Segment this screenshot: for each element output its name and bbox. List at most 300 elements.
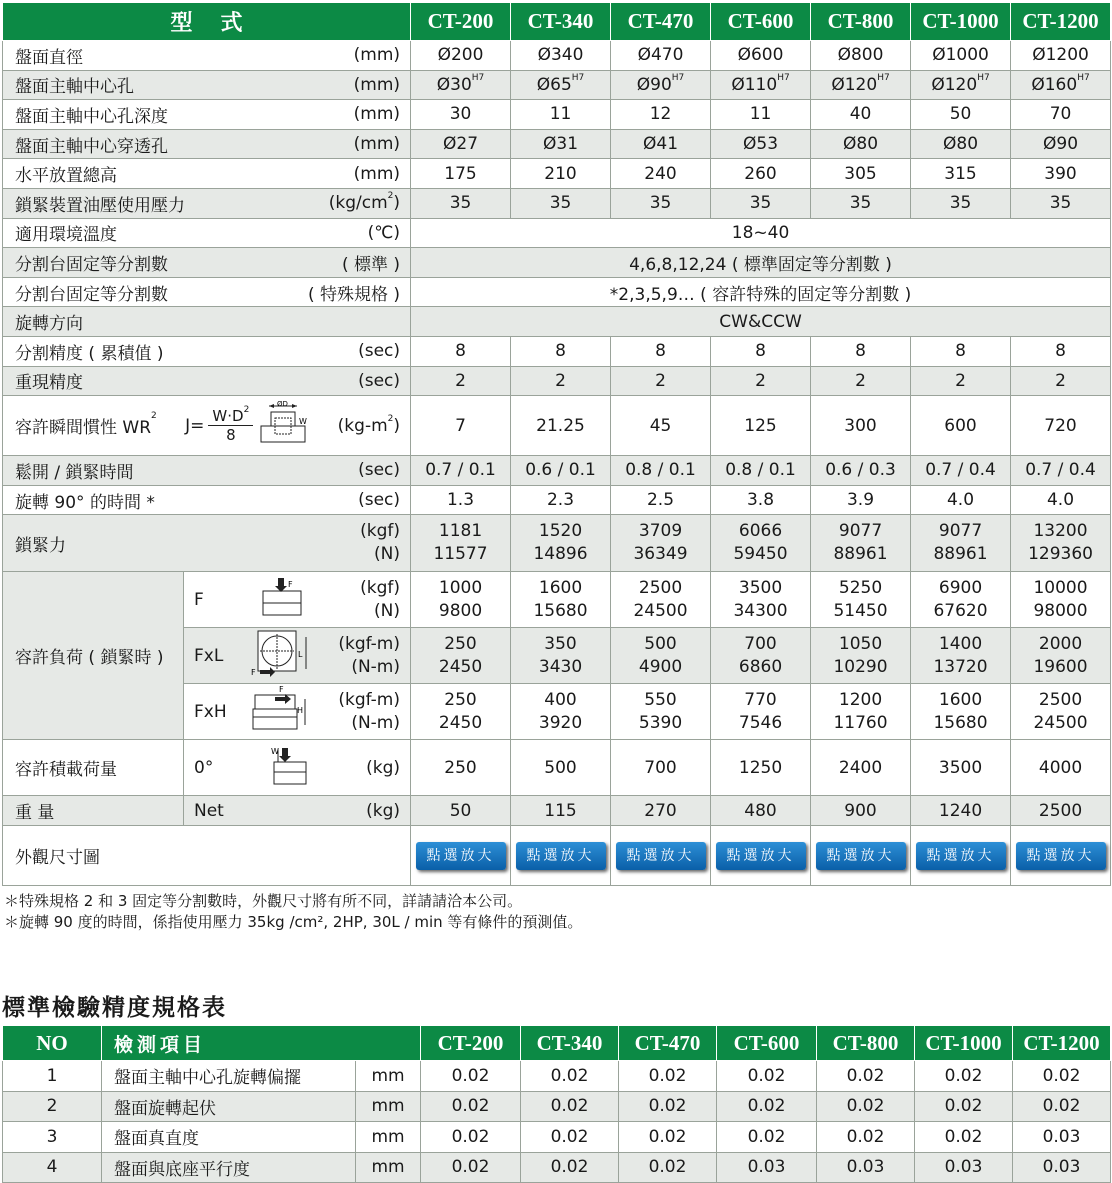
value: 35 [649, 193, 672, 214]
spec-row [3, 218, 1111, 248]
value-cell [811, 684, 911, 740]
value-cell [711, 628, 811, 684]
value: Ø470 [637, 45, 684, 66]
rotor-icon [257, 400, 309, 451]
model-header: CT-340 [521, 1026, 619, 1061]
inertia-label-cell [3, 396, 411, 456]
value2: 3430 [538, 656, 583, 677]
value1: 3709 [638, 521, 683, 542]
value-cell: 0.02 [521, 1122, 619, 1153]
value-cell [611, 188, 711, 218]
value-cell [1011, 572, 1111, 628]
row-label-cell [3, 248, 411, 278]
model-header: CT-1200 [1011, 3, 1111, 41]
weight-row [3, 796, 1111, 826]
value: 50 [949, 104, 972, 125]
value1: 10000 [1033, 577, 1088, 598]
value2: 24500 [633, 600, 688, 621]
value-cell: 4000 [1011, 740, 1111, 796]
value-cell: 2500 [1011, 796, 1111, 826]
value1: 9077 [938, 521, 983, 542]
row-unit [338, 633, 400, 679]
unit-sup: 2 [387, 413, 394, 424]
value-cell [411, 684, 511, 740]
value1: 1181 [438, 521, 483, 542]
value1: 2000 [1038, 633, 1083, 654]
value-cell: 0.02 [717, 1122, 817, 1153]
unit-text: (sec) [358, 460, 401, 481]
value: 390 [1044, 163, 1077, 184]
row-label: 重現精度 [15, 373, 83, 394]
value-cell [911, 159, 1011, 189]
value-cell: 0.02 [521, 1152, 619, 1183]
load-sym: FxL [194, 645, 224, 666]
row-unit [342, 250, 400, 275]
std-item: 盤面真直度 [102, 1122, 356, 1153]
value: Ø800 [837, 45, 884, 66]
value: Ø200 [437, 45, 484, 66]
value: Ø120 [831, 74, 878, 95]
enlarge-button[interactable]: 點選放大 [816, 842, 906, 870]
value-cell [411, 70, 511, 100]
value-cell [511, 70, 611, 100]
value2: 3920 [538, 712, 583, 733]
value-cell [611, 159, 711, 189]
row-label-wrap [3, 72, 410, 97]
value1: 400 [544, 689, 577, 710]
load-sym: F [194, 589, 204, 610]
std-row [3, 1091, 1111, 1122]
inertia-formula [185, 400, 309, 451]
value-sup: H7 [471, 72, 485, 83]
row-label-wrap [3, 220, 410, 245]
std-row [3, 1122, 1111, 1153]
value2: 11760 [833, 712, 888, 733]
row-label-wrap [3, 339, 410, 364]
value-cell: 1240 [911, 796, 1011, 826]
spec-row [3, 307, 1111, 337]
std-header-row [3, 1026, 1111, 1061]
spec-table [2, 2, 1111, 886]
value: 35 [749, 193, 772, 214]
value-cell [1011, 188, 1111, 218]
value: 70 [1049, 104, 1072, 125]
value: Ø600 [737, 45, 784, 66]
value: 11 [749, 104, 772, 125]
unit2: (N-m) [351, 656, 400, 677]
load-icon [251, 685, 313, 738]
value-cell [411, 41, 511, 71]
value-cell [1011, 628, 1111, 684]
value-cell [1011, 515, 1111, 572]
row-label-cell [3, 159, 411, 189]
value-sup: H7 [671, 72, 685, 83]
value1: 350 [544, 633, 577, 654]
row-unit [354, 134, 400, 154]
value-cell [511, 100, 611, 130]
value-cell: 0.7 / 0.4 [911, 456, 1011, 486]
value1: 1520 [538, 521, 583, 542]
unit-text: (sec) [358, 370, 401, 391]
value1: 250 [444, 633, 477, 654]
row-label-wrap [3, 43, 410, 68]
row-label: 旋轉 90° 的時間 * [15, 492, 155, 513]
value-cell [911, 100, 1011, 130]
value: 35 [849, 193, 872, 214]
value: Ø53 [743, 134, 779, 155]
value2: 51450 [833, 600, 888, 621]
value-cell: 0.03 [1013, 1122, 1111, 1153]
spec-row [3, 277, 1111, 307]
row-unit [354, 75, 400, 95]
value2: 4900 [638, 656, 683, 677]
row-unit [368, 223, 400, 243]
enlarge-button[interactable]: 點選放大 [616, 842, 706, 870]
row-label: 旋轉方向 [15, 314, 83, 335]
value-cell: 8 [611, 336, 711, 366]
inertia-text: 容許瞬間慣性 WR [15, 418, 152, 439]
value-cell: 21.25 [511, 396, 611, 456]
unit2: (N) [374, 544, 401, 565]
value: Ø80 [843, 134, 879, 155]
value1: 770 [744, 689, 777, 710]
span-value-cell: *2,3,5,9… ( 容許特殊的固定等分割數 ) [411, 277, 1111, 307]
value-cell: 2.5 [611, 485, 711, 515]
value1: 1000 [438, 577, 483, 598]
value-cell [711, 515, 811, 572]
value2: 13720 [933, 656, 988, 677]
value-cell: 2 [611, 366, 711, 396]
button-cell [411, 826, 511, 886]
value1: 250 [444, 689, 477, 710]
value-cell: 2400 [811, 740, 911, 796]
row-unit [337, 413, 401, 436]
value1: 1200 [838, 689, 883, 710]
value-cell [911, 188, 1011, 218]
value-cell: 0.02 [817, 1061, 915, 1092]
value2: 15680 [933, 712, 988, 733]
value-cell: 0.02 [717, 1091, 817, 1122]
value-cell [411, 100, 511, 130]
value-cell: 4.0 [1011, 485, 1111, 515]
value-cell: 0.02 [1013, 1091, 1111, 1122]
value-cell [611, 628, 711, 684]
value-cell: 2 [411, 366, 511, 396]
value-cell [511, 129, 611, 159]
unit-text: (mm) [353, 134, 401, 155]
unit1: (kgf) [360, 577, 401, 598]
value2: 2450 [438, 656, 483, 677]
value1: 1600 [538, 577, 583, 598]
value: 210 [544, 163, 577, 184]
value-cell: 0.7 / 0.1 [411, 456, 511, 486]
value-cell: 50 [411, 796, 511, 826]
loading-row [3, 740, 1111, 796]
value-cell: 0.02 [521, 1061, 619, 1092]
value-cell: 2.3 [511, 485, 611, 515]
value-cell: 2 [911, 366, 1011, 396]
load-sym: FxH [194, 701, 227, 722]
row-label: 分割精度 ( 累積值 ) [15, 343, 164, 364]
row-label-wrap [3, 132, 410, 157]
model-header: CT-470 [611, 3, 711, 41]
unit-text: (sec) [358, 490, 401, 511]
value-cell: 3.9 [811, 485, 911, 515]
unit1: (kgf) [360, 521, 401, 542]
row-unit [360, 520, 400, 566]
row-label-cell [3, 366, 411, 396]
row-label-wrap [3, 161, 410, 186]
value-cell [511, 515, 611, 572]
value-cell: 2 [511, 366, 611, 396]
std-unit: mm [356, 1122, 421, 1153]
value-cell [1011, 159, 1111, 189]
value-cell [711, 159, 811, 189]
value-cell: 250 [411, 740, 511, 796]
load-sym-wrap [184, 629, 410, 682]
value: 12 [649, 104, 672, 125]
row-label-wrap [3, 102, 410, 127]
model-header: CT-600 [717, 1026, 817, 1061]
value-cell: 45 [611, 396, 711, 456]
sym-wrap [184, 744, 410, 791]
value: Ø110 [731, 74, 778, 95]
model-header: CT-800 [817, 1026, 915, 1061]
value-cell [811, 129, 911, 159]
button-cell [811, 826, 911, 886]
enlarge-button[interactable]: 點選放大 [716, 842, 806, 870]
value-cell: 0.8 / 0.1 [611, 456, 711, 486]
value: Ø65 [536, 74, 572, 95]
value-cell: 0.02 [915, 1091, 1013, 1122]
value-cell: 0.02 [421, 1152, 521, 1183]
enlarge-button[interactable]: 點選放大 [516, 842, 606, 870]
row-label-cell: 容許積載荷量 [3, 740, 184, 796]
value1: 2500 [638, 577, 683, 598]
unit-text: ( 特殊規格 ) [307, 284, 401, 305]
value-cell [811, 188, 911, 218]
unit2: (N-m) [351, 712, 400, 733]
row-label-cell [3, 456, 411, 486]
value-cell: 0.02 [421, 1061, 521, 1092]
row-unit [358, 371, 400, 391]
inertia-row [3, 396, 1111, 456]
value-cell [511, 159, 611, 189]
row-label-wrap [3, 191, 410, 216]
std-unit: mm [356, 1152, 421, 1183]
value-cell [1011, 70, 1111, 100]
value-cell [911, 572, 1011, 628]
row-label-cell [3, 277, 411, 307]
value-cell: 8 [511, 336, 611, 366]
row-unit [354, 104, 400, 124]
value2: 19600 [1033, 656, 1088, 677]
value-cell: 480 [711, 796, 811, 826]
value-cell: 8 [1011, 336, 1111, 366]
value-cell [811, 159, 911, 189]
value: Ø27 [443, 134, 479, 155]
row-label: 分割台固定等分割數 [15, 284, 168, 305]
value-sup: H7 [777, 72, 790, 83]
value: Ø30 [436, 74, 472, 95]
value: 35 [449, 193, 472, 214]
value-cell: 0.02 [521, 1091, 619, 1122]
value-cell [411, 188, 511, 218]
value2: 6860 [738, 656, 783, 677]
row-label: 適用環境溫度 [15, 225, 117, 246]
value: 315 [944, 163, 977, 184]
row-label-cell [3, 100, 411, 130]
spec-row [3, 485, 1111, 515]
unit1: (kgf-m) [338, 689, 400, 710]
value-cell: 0.02 [915, 1122, 1013, 1153]
row-label-cell: 重 量 [3, 796, 184, 826]
load-sym-wrap [184, 577, 410, 623]
formula-num [208, 407, 253, 426]
spec-row [3, 366, 1111, 396]
model-header: CT-1200 [1013, 1026, 1111, 1061]
value-cell: 3500 [911, 740, 1011, 796]
spec-row [3, 129, 1111, 159]
sym-cell [184, 796, 411, 826]
value2: 24500 [1033, 712, 1088, 733]
value-cell [811, 515, 911, 572]
value-cell [511, 628, 611, 684]
value2: 129360 [1028, 544, 1093, 565]
svg-text:ØD: ØD [277, 400, 289, 409]
value-sup: H7 [977, 72, 990, 83]
row-label: 盤面主軸中心穿透孔 [15, 136, 168, 157]
clamp-row [3, 515, 1111, 572]
row-unit [329, 193, 400, 213]
value-cell [1011, 129, 1111, 159]
value-cell: 600 [911, 396, 1011, 456]
spec-row [3, 456, 1111, 486]
std-title: 標準檢驗精度規格表 [2, 995, 227, 1021]
value-cell [611, 684, 711, 740]
button-cell [911, 826, 1011, 886]
value-cell: 700 [611, 740, 711, 796]
value: Ø160 [1031, 74, 1078, 95]
std-row [3, 1061, 1111, 1092]
load-sym-cell [184, 628, 411, 684]
value1: 9077 [838, 521, 883, 542]
value-cell: 8 [711, 336, 811, 366]
value-cell [811, 70, 911, 100]
value1: 500 [644, 633, 677, 654]
unit1: (kgf-m) [338, 633, 400, 654]
row-unit [338, 689, 400, 735]
row-label-cell [3, 218, 411, 248]
value: Ø1000 [932, 45, 989, 66]
unit-text: (mm) [353, 74, 401, 95]
unit2: (N) [374, 600, 401, 621]
value-cell [511, 684, 611, 740]
model-header: CT-1000 [915, 1026, 1013, 1061]
row-label-wrap [3, 280, 410, 305]
footnote: ＊特殊規格 2 和 3 固定等分割數時，外觀尺寸將有所不同，詳請請洽本公司。 [4, 892, 523, 910]
span-value-cell: 18~40 [411, 218, 1111, 248]
unit-text: (mm) [353, 45, 401, 66]
spec-row [3, 159, 1111, 189]
value: Ø80 [943, 134, 979, 155]
formula-lhs: J= [185, 415, 205, 436]
value2: 7546 [738, 712, 783, 733]
row-unit [354, 45, 400, 65]
row-label: 鬆開 / 鎖緊時間 [15, 462, 134, 483]
value-cell [711, 70, 811, 100]
spec-row [3, 188, 1111, 218]
value-cell: 0.02 [717, 1061, 817, 1092]
std-item: 盤面與底座平行度 [102, 1152, 356, 1183]
value: 40 [849, 104, 872, 125]
row-unit: (kg) [366, 757, 401, 778]
value1: 1050 [838, 633, 883, 654]
value2: 59450 [733, 544, 788, 565]
value: 305 [844, 163, 877, 184]
svg-text:F: F [250, 668, 256, 678]
enlarge-button[interactable]: 點選放大 [416, 842, 506, 870]
model-header: CT-800 [811, 3, 911, 41]
unit-text: (sec) [358, 341, 401, 362]
row-label-cell: 外觀尺寸圖 [3, 826, 411, 886]
row-label: 水平放置總高 [15, 166, 117, 187]
row-label: 分割台固定等分割數 [15, 254, 168, 275]
row-label-wrap [3, 368, 410, 393]
std-col-no: NO [3, 1026, 102, 1061]
value2: 5390 [638, 712, 683, 733]
value: Ø31 [543, 134, 579, 155]
value-cell [711, 188, 811, 218]
unit-text: (mm) [353, 163, 401, 184]
value-cell: 8 [911, 336, 1011, 366]
value-cell: 0.6 / 0.1 [511, 456, 611, 486]
sym: 0° [194, 757, 214, 778]
value-cell: 0.03 [817, 1152, 915, 1183]
value: 35 [549, 193, 572, 214]
enlarge-button[interactable]: 點選放大 [1016, 842, 1106, 870]
value-sup: H7 [1077, 72, 1090, 83]
load-sym-wrap [184, 685, 410, 738]
std-unit: mm [356, 1061, 421, 1092]
value1: 5250 [838, 577, 883, 598]
row-unit [358, 460, 400, 480]
inertia-wrap [3, 400, 410, 451]
enlarge-button[interactable]: 點選放大 [916, 842, 1006, 870]
row-label: 盤面主軸中心孔 [15, 77, 134, 98]
load-label-cell: 容許負荷 ( 鎖緊時 ) [3, 572, 184, 740]
model-header: CT-200 [421, 1026, 521, 1061]
numerator: W·D [212, 407, 244, 426]
button-cell [611, 826, 711, 886]
value-cell: 0.02 [915, 1061, 1013, 1092]
row-label-cell [3, 41, 411, 71]
value-cell [611, 41, 711, 71]
std-item: 盤面主軸中心孔旋轉偏擺 [102, 1061, 356, 1092]
span-value-cell: 4,6,8,12,24 ( 標準固定等分割數 ) [411, 248, 1111, 278]
value2: 98000 [1033, 600, 1088, 621]
value: 35 [949, 193, 972, 214]
clamp-label-cell [3, 515, 411, 572]
value2: 88961 [833, 544, 888, 565]
std-unit: mm [356, 1091, 421, 1122]
load-icon [261, 577, 303, 622]
value2: 15680 [533, 600, 588, 621]
value1: 550 [644, 689, 677, 710]
value2: 34300 [733, 600, 788, 621]
inertia-label [15, 413, 157, 438]
value-cell: 500 [511, 740, 611, 796]
